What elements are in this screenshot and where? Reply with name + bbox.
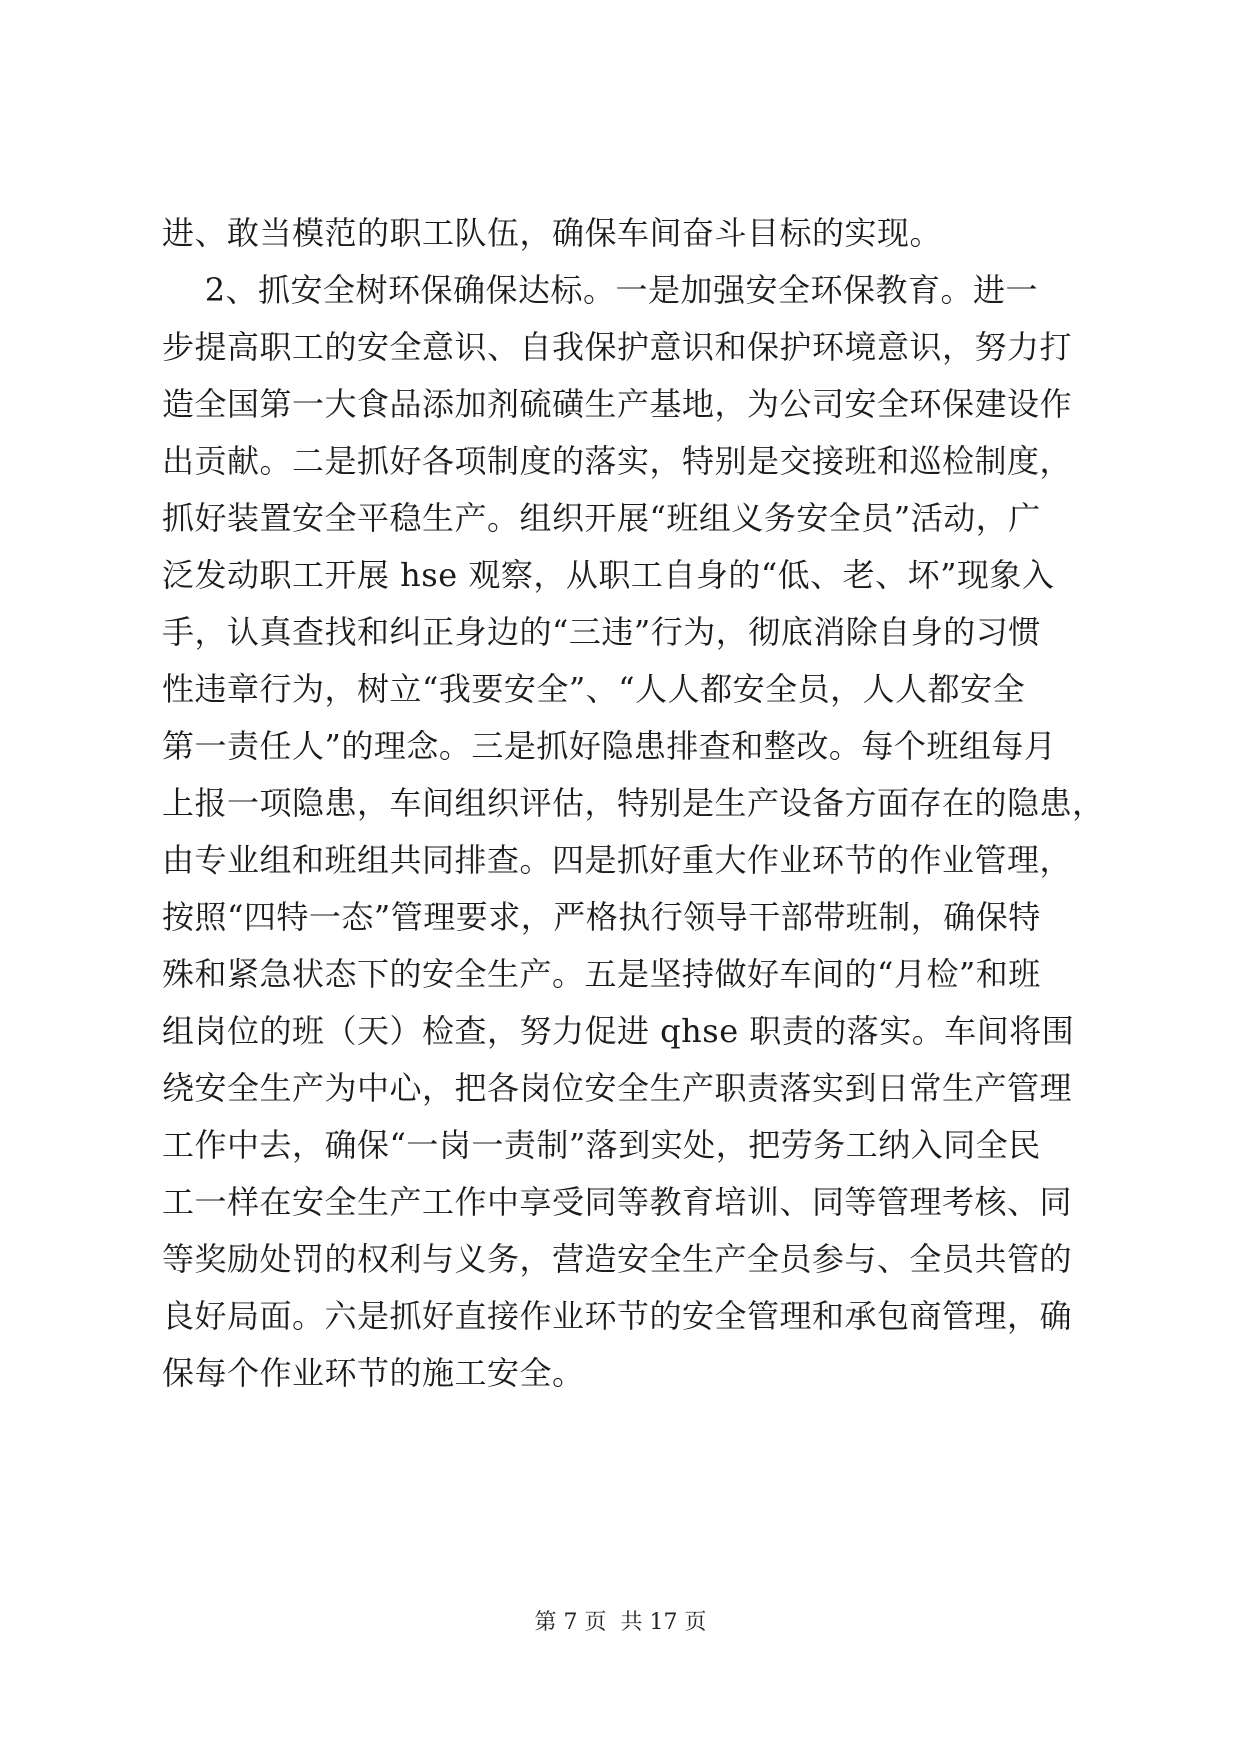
paragraph-line: 抓好装置安全平稳生产。组织开展“班组义务安全员”活动，广 [162, 499, 1041, 537]
paragraph-line: 步提高职工的安全意识、自我保护意识和保护环境意识，努力打 [162, 328, 1073, 366]
paragraph-line: 良好局面。六是抓好直接作业环节的安全管理和承包商管理，确 [162, 1297, 1073, 1335]
paragraph-line: 殊和紧急状态下的安全生产。五是坚持做好车间的“月检”和班 [162, 955, 1041, 993]
paragraph-line: 出贡献。二是抓好各项制度的落实，特别是交接班和巡检制度， [162, 442, 1073, 480]
page-footer: 第 7 页 共 17 页 [534, 1610, 707, 1635]
paragraph-line: 由专业组和班组共同排查。四是抓好重大作业环节的作业管理， [162, 841, 1073, 879]
paragraph-line: 绕安全生产为中心，把各岗位安全生产职责落实到日常生产管理 [162, 1069, 1073, 1107]
paragraph-line: 等奖励处罚的权利与义务，营造安全生产全员参与、全员共管的 [162, 1240, 1073, 1278]
paragraph-line: 组岗位的班（天）检查，努力促进 qhse 职责的落实。车间将围 [162, 1012, 1075, 1050]
paragraph-line: 按照“四特一态”管理要求，严格执行领导干部带班制，确保特 [162, 898, 1041, 936]
paragraph-line: 工一样在安全生产工作中享受同等教育培训、同等管理考核、同 [162, 1183, 1073, 1221]
paragraph-line: 性违章行为，树立“我要安全”、“人人都安全员，人人都安全 [162, 670, 1026, 708]
paragraph-line: 2、抓安全树环保确保达标。一是加强安全环保教育。进一 [162, 271, 1039, 309]
paragraph-line: 第一责任人”的理念。三是抓好隐患排查和整改。每个班组每月 [162, 727, 1057, 765]
paragraph-line: 上报一项隐患，车间组织评估，特别是生产设备方面存在的隐患， [162, 784, 1105, 822]
paragraph-line: 泛发动职工开展 hse 观察，从职工自身的“低、老、坏”现象入 [162, 556, 1055, 594]
paragraph-line: 保每个作业环节的施工安全。 [162, 1354, 585, 1392]
paragraph-line: 手，认真查找和纠正身边的“三违”行为，彻底消除自身的习惯 [162, 613, 1041, 651]
paragraph-line: 造全国第一大食品添加剂硫磺生产基地，为公司安全环保建设作 [162, 385, 1073, 423]
paragraph-line: 进、敢当模范的职工队伍，确保车间奋斗目标的实现。 [162, 214, 943, 252]
paragraph-line: 工作中去，确保“一岗一责制”落到实处，把劳务工纳入同全民 [162, 1126, 1041, 1164]
